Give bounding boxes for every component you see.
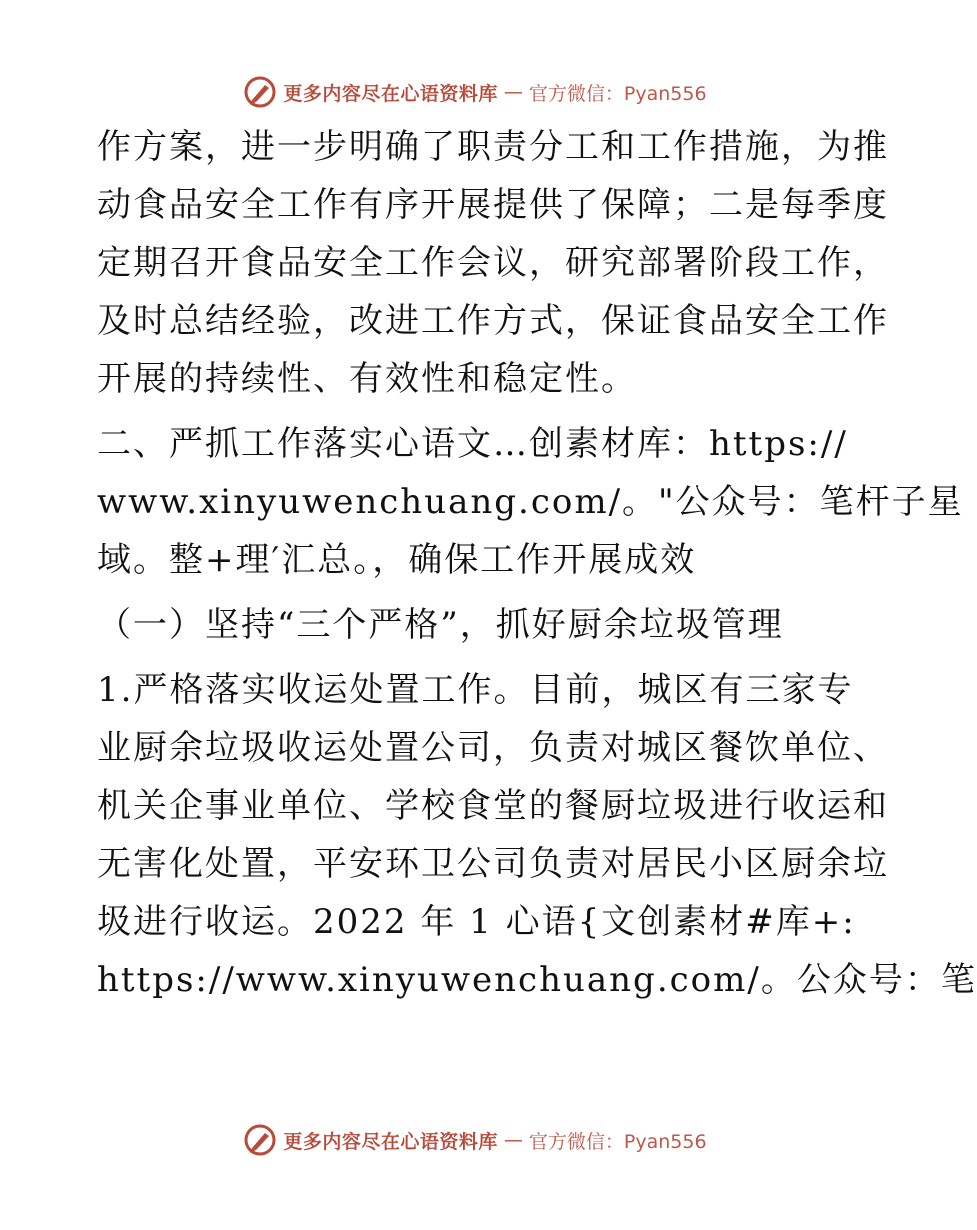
text-line: 定期召开食品安全工作会议，研究部署阶段工作， [97, 243, 889, 283]
text-line: 圾进行收运。2022 年 1 心语{文创素材#库+: [97, 902, 856, 942]
paragraph-3-subheading [97, 596, 857, 654]
text-line: 二、严抓工作落实心语文…创素材库：https:// [97, 424, 848, 464]
watermark-separator: — [503, 1129, 523, 1151]
text-line: 机关企事业单位、学校食堂的餐厨垃圾进行收运和 [97, 786, 889, 826]
pen-logo-icon [243, 1123, 277, 1157]
text-line: 开展的持续性、有效性和稳定性。 [97, 359, 637, 399]
pen-logo-icon [243, 75, 277, 109]
document-body [97, 118, 977, 1009]
text-line: 作方案，进一步明确了职责分工和工作措施，为推 [97, 127, 889, 167]
text-line: （一）坚持“三个严格”，抓好厨余垃圾管理 [97, 605, 784, 645]
text-line: https://www.xinyuwenchuang.com/。公众号：笔 [97, 960, 977, 1000]
text-line: www.xinyuwenchuang.com/。"公众号：笔杆子星 [97, 482, 964, 522]
watermark-contact: 官方微信：Pyan556 [528, 82, 707, 105]
text-line: 业厨余垃圾收运处置公司，负责对城区餐饮单位、 [97, 728, 889, 768]
text-line: 1.严格落实收运处置工作。目前，城区有三家专 [97, 670, 854, 710]
text-line: 域。整+理′汇总。，确保工作开展成效 [97, 540, 697, 580]
watermark-footer [0, 1120, 950, 1160]
paragraph-4 [97, 661, 977, 1009]
paragraph-2-heading [97, 415, 964, 589]
watermark-text: 更多内容尽在心语资料库 [283, 1130, 498, 1153]
watermark-contact: 官方微信：Pyan556 [528, 1130, 707, 1153]
watermark-header [0, 72, 950, 112]
watermark-separator: — [503, 81, 523, 103]
text-line: 无害化处置，平安环卫公司负责对居民小区厨余垃 [97, 844, 889, 884]
text-line: 及时总结经验，改进工作方式，保证食品安全工作 [97, 301, 889, 341]
text-line: 动食品安全工作有序开展提供了保障；二是每季度 [97, 185, 889, 225]
paragraph-1 [97, 118, 889, 408]
watermark-text: 更多内容尽在心语资料库 [283, 82, 498, 105]
